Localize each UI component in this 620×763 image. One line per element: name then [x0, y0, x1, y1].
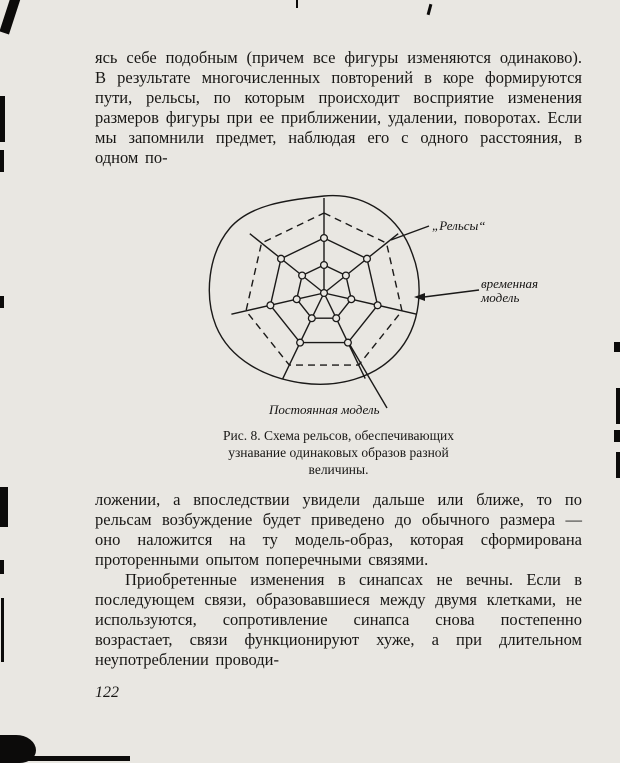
page-content [95, 48, 582, 702]
scan-artifact [0, 560, 4, 574]
scan-artifact [0, 487, 8, 527]
scan-artifact [0, 296, 4, 308]
scan-artifact [296, 0, 298, 8]
scan-artifact [616, 452, 620, 478]
figure-caption [95, 427, 582, 478]
figure-rails-diagram [129, 178, 549, 423]
scan-artifact [0, 0, 23, 34]
page-number: 122 [95, 684, 119, 701]
caption-line-2: узнавание одинаковых образов разной [228, 445, 449, 460]
scan-artifact [0, 96, 5, 142]
scan-artifact [1, 598, 4, 662]
temp-model-leader-line [424, 290, 479, 297]
rails-label: „Рельсы“ [431, 218, 486, 233]
paragraph-continuation-top: ясь себе подобным (причем все фигуры изменяются одинаково). В результате многочисленных повторений в коре формируются пути, рельсы, по которым происходит восприятие изменения размеров фигуры при ее приближении, удалении, поворотах. Если мы запомнили предмет, наблюдая его с одного расстояния, в одном по- [95, 48, 582, 167]
scan-artifact [616, 388, 620, 424]
perm-model-leader-line [350, 345, 387, 408]
scan-artifact [0, 150, 4, 172]
outer-blob-outline [209, 196, 419, 385]
caption-line-3: величины. [308, 462, 369, 477]
rails-diagram-graphic [129, 178, 549, 423]
temp-model-label-line2: модель [480, 290, 519, 305]
rails-leader-line [391, 226, 429, 240]
paragraph-continuation-after-figure: ложении, а впоследствии увидели дальше или ближе, то по рельсам возбуждение будет приведено до обычного размера — оно наложится на ту модель-образ, которая сформирована проторенными опытом поперечными связями. [95, 490, 582, 569]
paragraph-synapses: Приобретенные изменения в синапсах не вечны. Если в последующем связи, образовавшиеся между двумя клетками, не используются, сопротивление синапса снова постепенно возрастает, связи функционируют хуже, а при длительном неупотреблении проводи- [95, 570, 582, 669]
scan-artifact [614, 430, 620, 442]
scan-artifact [614, 342, 620, 352]
scan-artifact [0, 756, 130, 761]
caption-line-1: Рис. 8. Схема рельсов, обеспечивающих [222, 428, 454, 443]
temp-model-label-line1: временная [480, 276, 538, 291]
scan-artifact [427, 4, 433, 15]
perm-model-label: Постоянная модель [268, 402, 379, 417]
